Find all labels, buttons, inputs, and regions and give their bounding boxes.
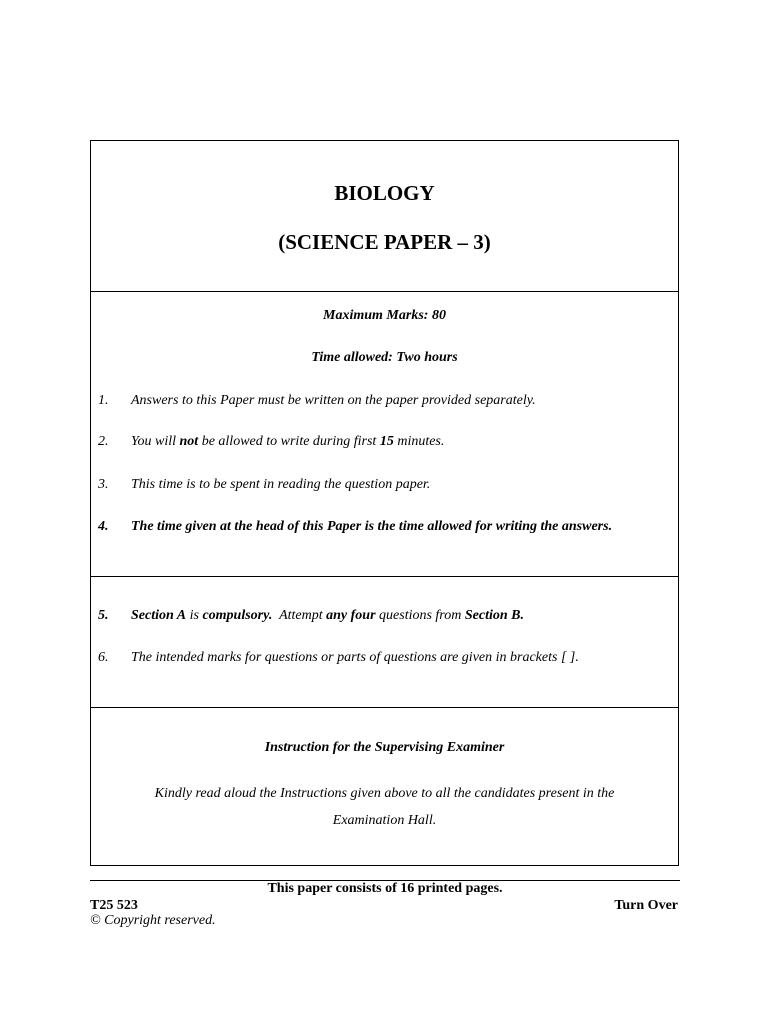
- item-number: 3.: [98, 477, 109, 492]
- item-number: 2.: [98, 434, 109, 449]
- item-text: questions from: [375, 608, 465, 623]
- section-a-label: Section A: [131, 608, 187, 623]
- time-allowed: Time allowed: Two hours: [311, 350, 458, 365]
- item-text-a: You will: [131, 434, 180, 449]
- examiner-heading: Instruction for the Supervising Examiner: [264, 740, 505, 755]
- examiner-instruction: Kindly read aloud the Instructions given above to all the candidates present in the Examination Hall.: [154, 786, 615, 828]
- turn-over-label: Turn Over: [614, 898, 678, 913]
- instruction-item-1: [98, 393, 668, 409]
- max-marks: Maximum Marks: 80: [323, 308, 446, 323]
- item-text: Answers to this Paper must be written on the paper provided separately.: [131, 393, 536, 408]
- instruction-item-4: [98, 519, 668, 535]
- item-text: This time is to be spent in reading the question paper.: [131, 477, 431, 492]
- item-number: 5.: [98, 608, 109, 623]
- title-section: [91, 141, 678, 292]
- copyright-notice: © Copyright reserved.: [90, 913, 216, 928]
- item-text-emphasis: not: [179, 434, 199, 449]
- page-count-note: This paper consists of 16 printed pages.: [267, 881, 503, 896]
- item-text: The time given at the head of this Paper is the time allowed for writing the answers.: [131, 519, 613, 534]
- item-text: The intended marks for questions or parts of questions are given in brackets [ ].: [131, 650, 579, 665]
- subject-title: BIOLOGY: [334, 181, 435, 205]
- paper-title: (SCIENCE PAPER – 3): [278, 230, 491, 254]
- any-four-label: any four: [326, 608, 376, 623]
- instruction-item-6: [98, 650, 668, 666]
- instructions-section: [91, 292, 678, 577]
- instruction-item-5: [98, 608, 668, 624]
- sections-info: [91, 577, 678, 708]
- item-text-b: be allowed to write during first: [198, 434, 380, 449]
- instruction-item-3: [98, 477, 668, 493]
- instruction-item-2: [98, 434, 668, 450]
- compulsory-label: compulsory.: [202, 608, 273, 623]
- item-text-c: minutes.: [393, 434, 445, 449]
- item-text: Attempt: [272, 608, 327, 623]
- section-b-label: Section B.: [464, 608, 524, 623]
- item-text: is: [186, 608, 203, 623]
- examiner-section: [91, 708, 678, 867]
- exam-cover-box: [90, 140, 679, 866]
- item-text-emphasis-2: 15: [379, 434, 394, 449]
- paper-code: T25 523: [90, 898, 138, 913]
- item-number: 1.: [98, 393, 109, 408]
- item-number: 4.: [98, 519, 109, 534]
- item-number: 6.: [98, 650, 109, 665]
